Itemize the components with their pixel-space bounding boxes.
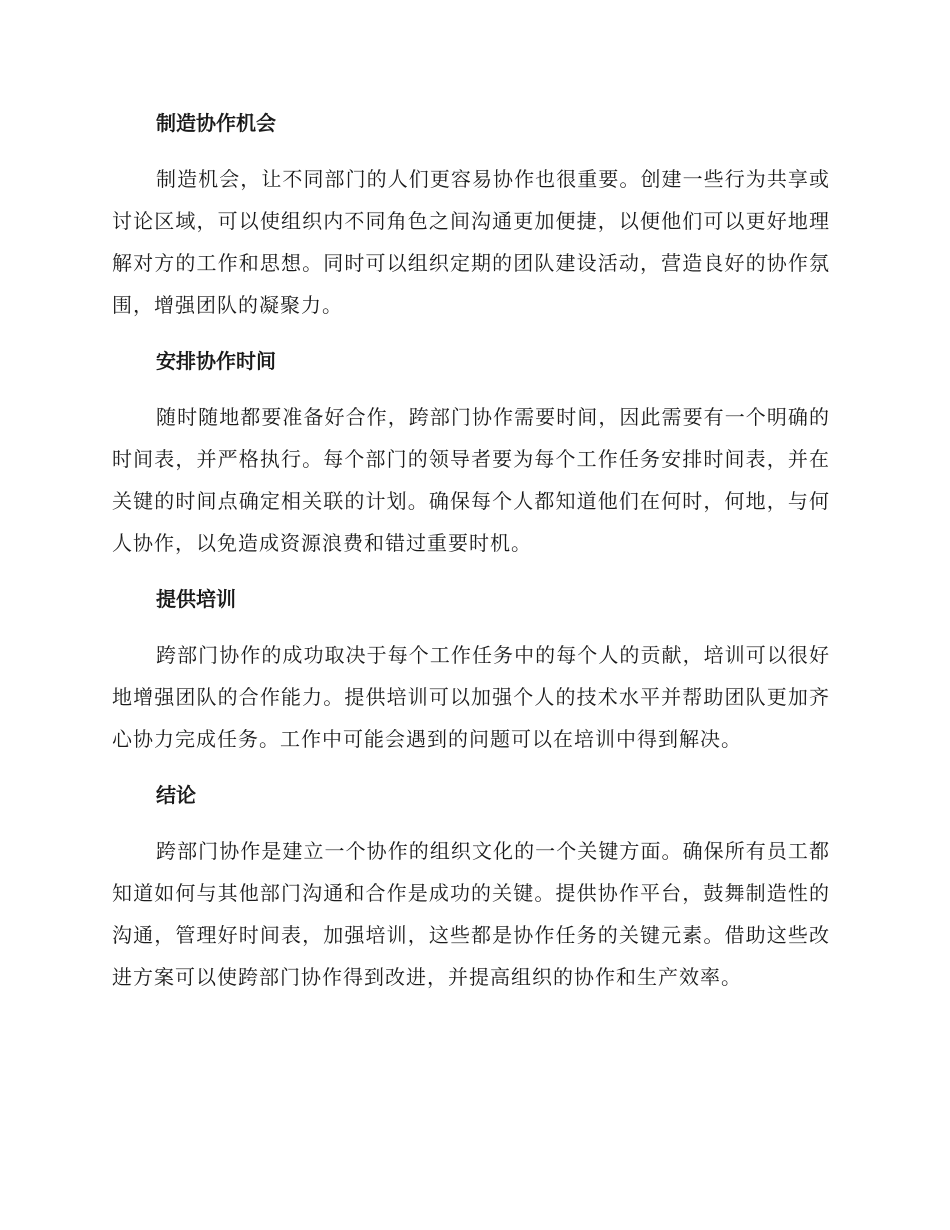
- section-paragraph: 跨部门协作是建立一个协作的组织文化的一个关键方面。确保所有员工都知道如何与其他部门沟通和合作是成功的关键。提供协作平台，鼓舞制造性的沟通，管理好时间表，加强培训，这些都是协作任务的关键元素。借助这些改进方案可以使跨部门协作得到改进，并提高组织的协作和生产效率。: [112, 839, 830, 989]
- section-conclusion: [112, 780, 830, 998]
- section-training: [112, 584, 830, 760]
- section-paragraph: 制造机会，让不同部门的人们更容易协作也很重要。创建一些行为共享或讨论区域，可以使组织内不同角色之间沟通更加便捷，以便他们可以更好地理解对方的工作和思想。同时可以组织定期的团队建设活动，营造良好的协作氛围，增强团队的凝聚力。: [112, 167, 830, 317]
- section-paragraph: 随时随地都要准备好合作，跨部门协作需要时间，因此需要有一个明确的时间表，并严格执行。每个部门的领导者要为每个工作任务安排时间表，并在关键的时间点确定相关联的计划。确保每个人都知道他们在何时，何地，与何人协作，以免造成资源浪费和错过重要时机。: [112, 405, 830, 555]
- section-collaboration-opportunities: [112, 108, 830, 326]
- section-heading: 安排协作时间: [156, 349, 276, 373]
- section-collaboration-schedule: [112, 346, 830, 564]
- section-paragraph: 跨部门协作的成功取决于每个工作任务中的每个人的贡献，培训可以很好地增强团队的合作能力。提供培训可以加强个人的技术水平并帮助团队更加齐心协力完成任务。工作中可能会遇到的问题可以在培训中得到解决。: [112, 643, 830, 751]
- section-heading: 结论: [156, 783, 196, 807]
- section-heading: 制造协作机会: [156, 111, 276, 135]
- section-heading: 提供培训: [156, 587, 236, 611]
